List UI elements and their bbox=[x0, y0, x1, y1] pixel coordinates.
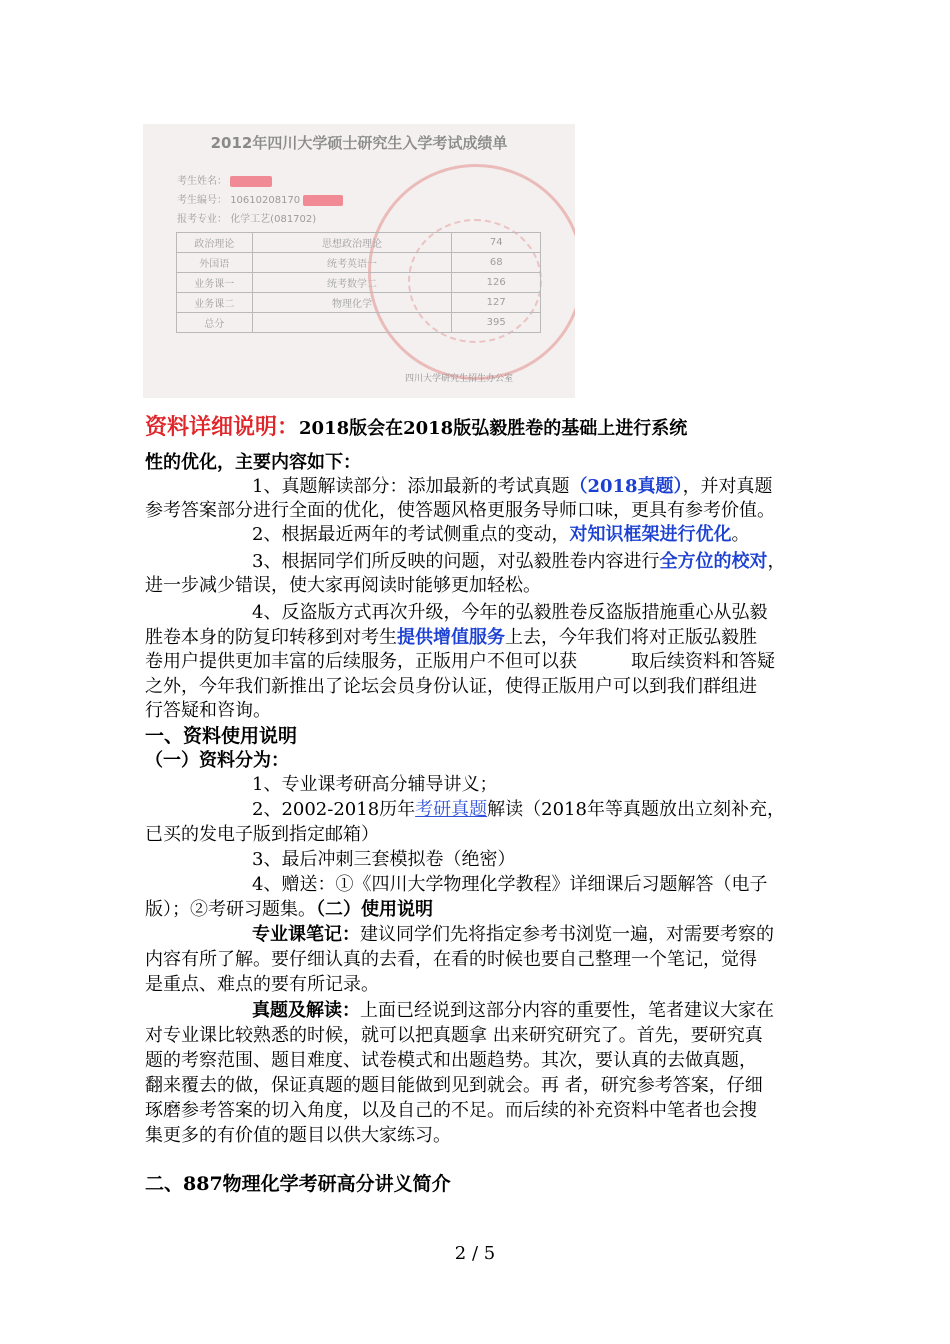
score-cell-type: 总分 bbox=[177, 313, 253, 333]
notes-para-line-3: 是重点、难点的要有所记录。 bbox=[145, 974, 379, 995]
score-cell-subject: 物理化学 bbox=[252, 293, 452, 313]
notes-label: 专业课笔记： bbox=[252, 924, 360, 945]
notes-text: 建议同学们先将指定参考书浏览一遍，对需要考察的 bbox=[360, 924, 774, 945]
score-cell-score: 68 bbox=[452, 253, 541, 273]
score-id-row bbox=[177, 191, 343, 206]
list-item-cont: 已买的发电子版到指定邮箱） bbox=[145, 824, 379, 845]
intro-heading: 资料详细说明： bbox=[145, 414, 300, 440]
item-2-text-end: 。 bbox=[731, 524, 750, 545]
score-major-row bbox=[177, 210, 316, 225]
score-id-value: 10610208170 bbox=[230, 195, 301, 206]
item-4-line-5: 行答疑和咨询。 bbox=[145, 700, 271, 721]
score-cell-score: 127 bbox=[452, 293, 541, 313]
score-name-label: 考生姓名： bbox=[177, 176, 227, 187]
item-4-line-4: 之外，今年我们新推出了论坛会员身份认证，使得正版用户可以到我们群组进 bbox=[145, 676, 757, 697]
score-office: 四川大学研究生招生办公室 bbox=[405, 374, 514, 384]
name-redaction bbox=[230, 176, 272, 187]
score-cell-type: 政治理论 bbox=[177, 233, 253, 253]
section-2-title: 二、887物理化学考研高分讲义简介 bbox=[145, 1173, 451, 1195]
section-1-sub-2: （二）使用说明 bbox=[316, 899, 433, 920]
table-row bbox=[177, 253, 541, 273]
score-name-row bbox=[177, 172, 272, 187]
score-table bbox=[176, 232, 541, 333]
intro-line-1 bbox=[145, 412, 687, 444]
score-sheet-image bbox=[143, 124, 575, 398]
score-cell-score: 395 bbox=[452, 313, 541, 333]
item-4-line-2 bbox=[145, 626, 757, 650]
score-sheet-title: 2012年四川大学硕士研究生入学考试成绩单 bbox=[210, 134, 508, 152]
list-item: 3、最后冲刺三套模拟卷（绝密） bbox=[252, 849, 516, 870]
page-number: 2 / 5 bbox=[454, 1243, 496, 1264]
table-row bbox=[177, 273, 541, 293]
item-4-text-f: 取后续资料和答疑 bbox=[631, 651, 775, 672]
score-cell-subject: 统考英语一 bbox=[252, 253, 452, 273]
score-cell-type: 业务课一 bbox=[177, 273, 253, 293]
score-cell-type: 业务课二 bbox=[177, 293, 253, 313]
exam-para-line-4: 翻来覆去的做，保证真题的题目能做到见到就会。再 者，研究参考答案，仔细 bbox=[145, 1075, 763, 1096]
exam-papers-link[interactable]: 考研真题 bbox=[415, 799, 488, 820]
item-4-line-3 bbox=[145, 650, 775, 674]
exam-para-line-1 bbox=[252, 999, 774, 1023]
list-item bbox=[252, 798, 785, 822]
notes-para-line-1 bbox=[252, 923, 774, 947]
item-3-text-end: ， bbox=[767, 551, 786, 572]
item-4-highlight: 提供增值服务 bbox=[397, 627, 505, 648]
item-2-highlight: 对知识框架进行优化 bbox=[569, 524, 732, 545]
item-1-line-1 bbox=[252, 475, 773, 499]
table-row bbox=[177, 313, 541, 333]
score-cell-type: 外国语 bbox=[177, 253, 253, 273]
intro-text-1: 2018版会在2018版弘毅胜卷的基础上进行系统 bbox=[299, 418, 688, 439]
list-item: 1、专业课考研高分辅导讲义； bbox=[252, 774, 498, 795]
list-item-cont bbox=[145, 898, 433, 922]
score-major-value: 化学工艺(081702) bbox=[230, 214, 317, 225]
item-4-text-e: 卷用户提供更加丰富的后续服务，正版用户不但可以获 bbox=[145, 651, 577, 672]
intro-text-2: 性的优化，主要内容如下： bbox=[145, 452, 361, 473]
exam-para-line-3: 题的考察范围、题目难度、试卷模式和出题趋势。其次，要认真的去做真题， bbox=[145, 1050, 757, 1071]
score-cell-subject bbox=[252, 313, 452, 333]
item-3-line-2: 进一步减少错误，使大家再阅读时能够更加轻松。 bbox=[145, 575, 541, 596]
notes-para-line-2: 内容有所了解。要仔细认真的去看，在看的时候也要自己整理一个笔记，觉得 bbox=[145, 949, 757, 970]
table-row bbox=[177, 293, 541, 313]
score-major-label: 报考专业： bbox=[177, 214, 227, 225]
item-4-text: 胜卷本身的防复印转移到对考生 bbox=[145, 627, 397, 648]
item-1-text-end: ，并对真题 bbox=[682, 476, 773, 497]
exam-para-line-6: 集更多的有价值的题目以供大家练习。 bbox=[145, 1125, 451, 1146]
item-4-text-end: 上去，今年我们将对正版弘毅胜 bbox=[505, 627, 757, 648]
list-item: 4、赠送：①《四川大学物理化学教程》详细课后习题解答（电子 bbox=[252, 874, 768, 895]
score-id-label: 考生编号： bbox=[177, 195, 227, 206]
exam-label: 真题及解读： bbox=[252, 1000, 360, 1021]
item-3-text: 3、根据同学们所反映的问题，对弘毅胜卷内容进行 bbox=[252, 551, 660, 572]
item-3-line-1 bbox=[252, 550, 785, 574]
score-cell-subject: 统考数学二 bbox=[252, 273, 452, 293]
list-item-text: 2、2002-2018历年 bbox=[252, 799, 416, 820]
list-item-text: 版）；②考研习题集。 bbox=[145, 899, 316, 920]
item-2-line bbox=[252, 523, 749, 547]
section-1-sub-1: （一）资料分为： bbox=[145, 750, 289, 771]
item-2-text: 2、根据最近两年的考试侧重点的变动， bbox=[252, 524, 570, 545]
item-4-line-1: 4、反盗版方式再次升级，今年的弘毅胜卷反盗版措施重心从弘毅 bbox=[252, 602, 768, 623]
item-1-highlight: （2018真题） bbox=[569, 476, 683, 497]
score-cell-subject: 思想政治理论 bbox=[252, 233, 452, 253]
score-cell-score: 74 bbox=[452, 233, 541, 253]
exam-para-line-5: 琢磨参考答案的切入角度，以及自己的不足。而后续的补充资料中笔者也会搜 bbox=[145, 1100, 757, 1121]
item-3-highlight: 全方位的校对 bbox=[659, 551, 768, 572]
list-item-text-end: 解读（2018年等真题放出立刻补充， bbox=[487, 799, 785, 820]
score-cell-score: 126 bbox=[452, 273, 541, 293]
item-1-line-2: 参考答案部分进行全面的优化，使答题风格更服务导师口味，更具有参考价值。 bbox=[145, 500, 775, 521]
exam-para-line-2: 对专业课比较熟悉的时候，就可以把真题拿 出来研究研究了。首先，要研究真 bbox=[145, 1025, 763, 1046]
exam-text: 上面已经说到这部分内容的重要性，笔者建议大家在 bbox=[360, 1000, 774, 1021]
item-1-text: 1、真题解读部分：添加最新的考试真题 bbox=[252, 476, 570, 497]
section-1-title: 一、资料使用说明 bbox=[145, 725, 298, 747]
table-row bbox=[177, 233, 541, 253]
id-redaction bbox=[303, 195, 343, 206]
